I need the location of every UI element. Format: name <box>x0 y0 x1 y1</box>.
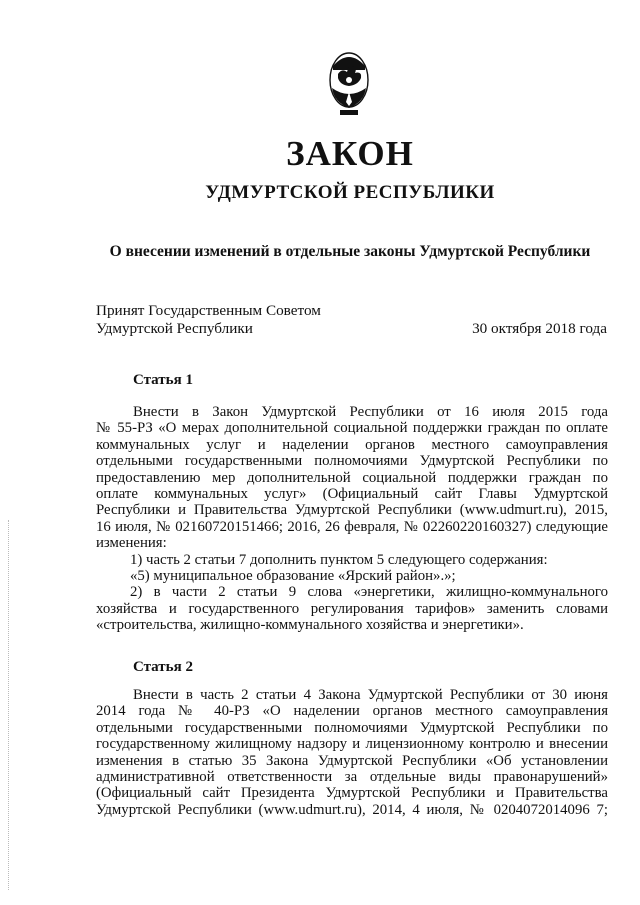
article-1-line: хозяйства и государственного регулирования тарифов» заменить словами <box>96 600 608 617</box>
republic-name: УДМУРТСКОЙ РЕСПУБЛИКИ <box>205 182 495 203</box>
article-1-line: № 55-РЗ «О мерах дополнительной социальной поддержки граждан по оплате <box>96 420 608 437</box>
scan-margin-mark <box>8 520 11 890</box>
article-1-line: 2) в части 2 статьи 9 слова «энергетики, жилищно-коммунального <box>130 584 608 601</box>
udmurt-republic-emblem-icon <box>328 50 370 118</box>
article-1-line: «5) муниципальное образование «Ярский район».»; <box>130 567 456 584</box>
article-1-line: «строительства, жилищно-коммунального хозяйства и энергетики». <box>96 617 524 634</box>
article-1-line: Республики и Правительства Удмуртской Республики (www.udmurt.ru), 2015, <box>96 502 608 519</box>
article-1-line: изменения: <box>96 535 167 552</box>
document-title: ЗАКОН <box>286 134 414 173</box>
article-1-line: коммунальных услуг и наделении органов местного самоуправления <box>96 436 608 453</box>
article-2-line: Внести в часть 2 статьи 4 Закона Удмуртской Республики от 30 июня <box>133 687 608 703</box>
article-1-body <box>96 404 608 633</box>
article-2-line: изменения в статью 35 Закона Удмуртской Республики «Об установлении <box>96 752 608 769</box>
article-1-line: предоставлению мер дополнительной социальной поддержки граждан по <box>96 469 608 486</box>
article-2-line: отдельными государственными полномочиями Удмуртской Республики по <box>96 719 608 736</box>
article-2-line: Удмуртской Республики (www.udmurt.ru), 2014, 4 июля, № 0204072014096 7; <box>96 801 608 818</box>
article-1-heading: Статья 1 <box>133 372 193 388</box>
adoption-block <box>96 302 321 338</box>
article-2-heading: Статья 2 <box>133 659 193 675</box>
article-2-line: (Официальный сайт Президента Удмуртской Республики и Правительства <box>96 785 608 802</box>
article-2-line: административной ответственности за отдельные виды правонарушений» <box>96 768 608 785</box>
adoption-line-1: Принят Государственным Советом <box>96 302 321 319</box>
article-2-body <box>96 687 608 818</box>
article-2-line: государственному жилищному надзору и лицензионному контролю и внесении <box>96 736 608 753</box>
article-1-line: оплате коммунальных услуг» (Официальный сайт Главы Удмуртской <box>96 485 608 502</box>
adoption-line-2: Удмуртской Республики <box>96 320 253 337</box>
law-subject: О внесении изменений в отдельные законы Удмуртской Республики <box>109 243 591 260</box>
article-1-line: 16 июля, № 02160720151466; 2016, 26 февраля, № 02260220160327) следующие <box>96 518 608 535</box>
article-2-line: 2014 года № 40-РЗ «О наделении органов местного самоуправления <box>96 703 608 720</box>
article-1-line: Внести в Закон Удмуртской Республики от 16 июля 2015 года <box>133 404 608 420</box>
article-1-line: отдельными государственными полномочиями Удмуртской Республики по <box>96 453 608 470</box>
article-1-line: 1) часть 2 статьи 7 дополнить пунктом 5 следующего содержания: <box>130 551 548 568</box>
adoption-date: 30 октября 2018 года <box>472 320 607 337</box>
